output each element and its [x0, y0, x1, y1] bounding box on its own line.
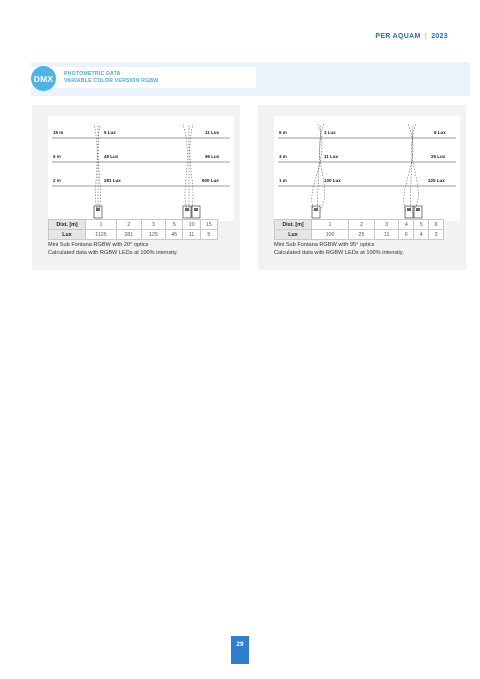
panel-caption: [274, 242, 464, 257]
section-title-line2: VARIABLE COLOR VERSION RGBW: [64, 78, 159, 84]
table-cell: 5: [166, 220, 183, 230]
table-cell: 25: [349, 230, 375, 240]
lux-center-label: 45 Lux: [104, 154, 119, 159]
table-row-lux: [275, 230, 444, 240]
table-cell: 6: [399, 230, 414, 240]
table-cell: 3: [374, 220, 398, 230]
lux-edge-label: 225 Lux: [428, 178, 445, 183]
table-cell: 4: [399, 220, 414, 230]
caption-line1: Mini Sub Fontana RGBW with 95° optics: [274, 242, 375, 248]
photometric-panel-95deg: [258, 105, 466, 270]
lux-edge-label: 96 Lux: [205, 154, 220, 159]
table-cell: 1: [86, 220, 117, 230]
table-cell: 45: [166, 230, 183, 240]
section-title: [64, 71, 158, 85]
lux-center-label: 281 Lux: [104, 178, 121, 183]
table-cell: 10: [183, 220, 200, 230]
table-cell: 1125: [86, 230, 117, 240]
table-cell: 125: [141, 230, 166, 240]
table-cell: 5: [200, 230, 217, 240]
table-cell: 3: [141, 220, 166, 230]
table-cell: 100: [312, 230, 349, 240]
section-title-line1: PHOTOMETRIC DATA: [64, 71, 121, 77]
lux-edge-label: 11 Lux: [205, 130, 220, 135]
photometric-table: [274, 219, 444, 240]
table-cell: 11: [183, 230, 200, 240]
lux-edge-label: 25 Lux: [431, 154, 446, 159]
distance-label: 6 m: [279, 130, 287, 135]
table-row-distance: [49, 220, 218, 230]
beam-diagram: [274, 116, 460, 221]
table-cell: 4: [414, 230, 429, 240]
table-cell: 1: [312, 220, 349, 230]
brand-header: [375, 33, 448, 40]
table-header-cell: Lux: [275, 230, 312, 240]
beam-diagram: [48, 116, 234, 221]
caption-line1: Mini Sub Fontana RGBW with 20° optics: [48, 242, 149, 248]
lux-center-label: 5 Lux: [104, 130, 116, 135]
distance-label: 1 m: [279, 178, 287, 183]
panel-caption: [48, 242, 238, 257]
table-cell: 281: [116, 230, 141, 240]
table-cell: 15: [200, 220, 217, 230]
distance-label: 3 m: [279, 154, 287, 159]
brand-separator: |: [424, 33, 427, 40]
table-cell: 6: [429, 220, 444, 230]
dmx-badge: DMX: [31, 66, 56, 91]
caption-line2: Calculated data with RGBW LEDs at 100% intensity.: [274, 249, 404, 256]
table-cell: 5: [414, 220, 429, 230]
brand-year: 2023: [431, 33, 448, 40]
table-cell: 11: [374, 230, 398, 240]
table-cell: 2: [116, 220, 141, 230]
distance-label: 15 m: [53, 130, 64, 135]
table-cell: 3: [429, 230, 444, 240]
table-header-cell: Lux: [49, 230, 86, 240]
table-row-distance: [275, 220, 444, 230]
distance-label: 2 m: [53, 178, 61, 183]
photometric-table: [48, 219, 218, 240]
table-row-lux: [49, 230, 218, 240]
caption-line2: Calculated data with RGBW LEDs at 100% intensity.: [48, 249, 178, 256]
lux-edge-label: 600 Lux: [202, 178, 219, 183]
table-cell: 2: [349, 220, 375, 230]
brand-name: PER AQUAM: [375, 33, 421, 40]
beam-diagram-svg: [274, 116, 460, 221]
lux-center-label: 11 Lux: [324, 154, 339, 159]
page-number: 29: [231, 636, 249, 664]
table-header-cell: Dist. [m]: [275, 220, 312, 230]
distance-label: 5 m: [53, 154, 61, 159]
photometric-panel-20deg: [32, 105, 240, 270]
lux-edge-label: 6 Lux: [434, 130, 446, 135]
lux-center-label: 100 Lux: [324, 178, 341, 183]
lux-center-label: 3 Lux: [324, 130, 336, 135]
table-header-cell: Dist. [m]: [49, 220, 86, 230]
